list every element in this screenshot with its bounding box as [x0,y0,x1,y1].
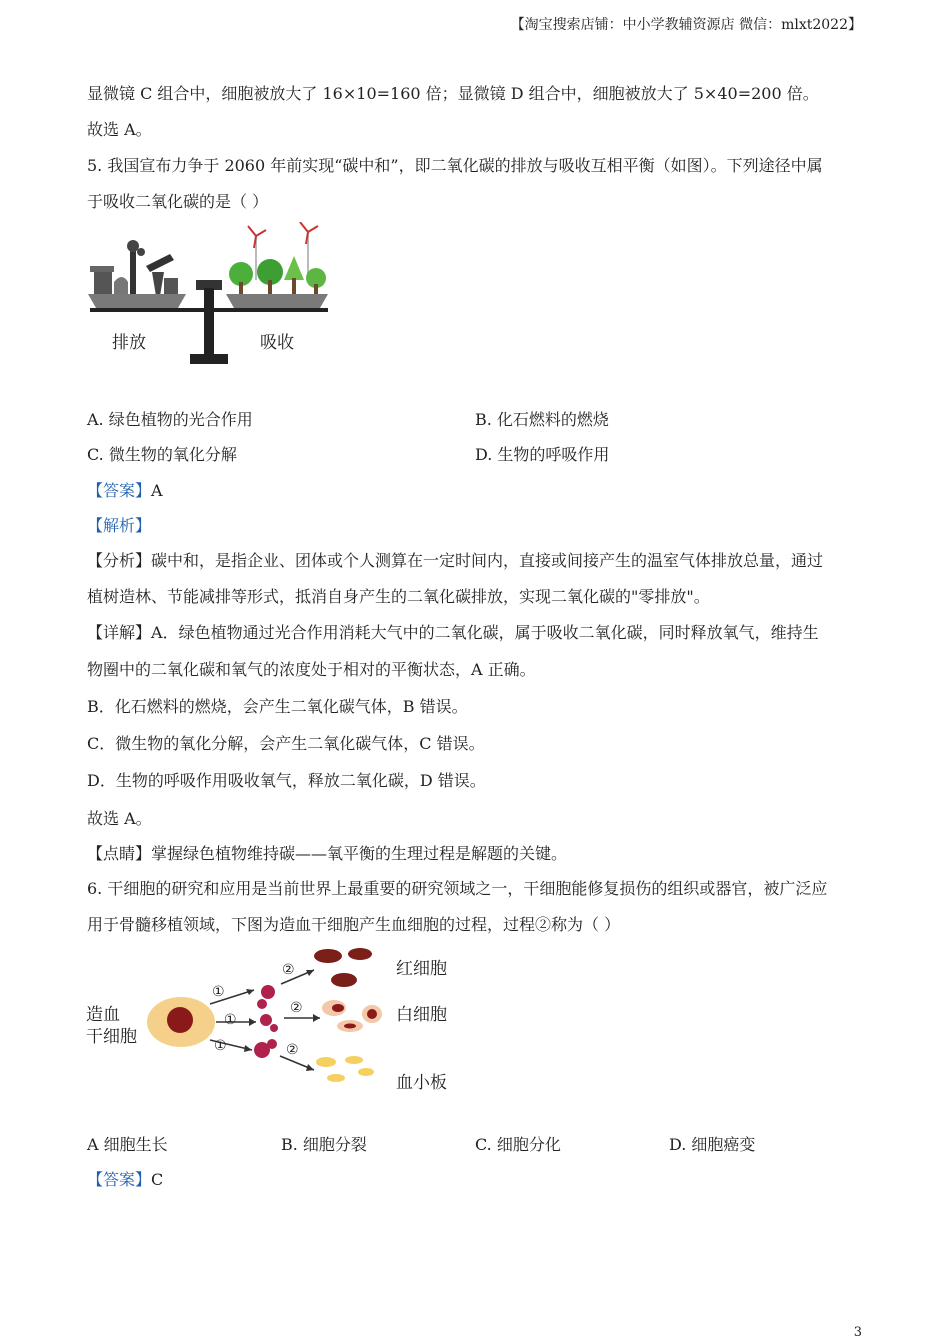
answer-tag: 【答案】 [87,481,152,500]
platelet-label: 血小板 [396,1073,447,1093]
stem-cell-label-2: 干细胞 [86,1027,137,1047]
q6-stem-line-2: 用于骨髓移植领域，下图为造血干细胞产生血细胞的过程，过程②称为（ ） [87,915,621,934]
step-2-label: ② [282,962,295,978]
page-header: 【淘宝搜索店铺：中小学教辅资源店 微信：mlxt2022】 [510,17,862,33]
q5-xiangjie-d: D．生物的呼吸作用吸收氧气，释放二氧化碳，D 错误。 [87,771,486,790]
step-1-label: ① [214,1038,227,1054]
answer-tag: 【答案】 [87,1170,152,1189]
q5-answer [87,478,163,501]
step-1-label: ① [224,1012,237,1028]
q5-option-b: B. 化石燃料的燃烧 [475,410,609,429]
xiangjie-tag: 【详解】 [87,623,152,642]
q5-xiangjie-c: C．微生物的氧化分解，会产生二氧化碳气体，C 错误。 [87,734,485,753]
step-2-label: ② [286,1042,299,1058]
q5-dianjing [87,841,567,864]
step-2-label: ② [290,1000,303,1016]
stem-cell-label-1: 造血 [86,1005,120,1025]
q6-option-a: A 细胞生长 [87,1135,168,1154]
q6-option-c: C. 细胞分化 [475,1135,561,1154]
q5-fenxi-line-1 [87,548,823,571]
dianjing-tag: 【点睛】 [87,844,152,863]
q6-answer [87,1167,163,1190]
fenxi-tag: 【分析】 [87,551,152,570]
q5-option-c: C. 微生物的氧化分解 [87,445,237,464]
q5-conclusion: 故选 A。 [87,809,152,828]
q5-stem-line-1: 5. 我国宣布力争于 2060 年前实现“碳中和”，即二氧化碳的排放与吸收互相平衡（如图）。下列途径中属 [87,156,823,175]
q5-fenxi-line-2: 植树造林、节能减排等形式，抵消自身产生的二氧化碳排放，实现二氧化碳的"零排放"。 [87,587,710,606]
answer-value: C [151,1170,164,1189]
q5-stem-line-2: 于吸收二氧化碳的是（ ） [87,192,269,211]
page-number: 3 [853,1325,862,1340]
text-line: 故选 A。 [87,120,152,139]
q5-option-d: D. 生物的呼吸作用 [475,445,610,464]
q5-analysis-tag: 【解析】 [87,516,152,535]
red-cell-label: 红细胞 [396,959,447,979]
q6-option-b: B. 细胞分裂 [281,1135,367,1154]
white-cell-label: 白细胞 [396,1005,447,1025]
red-cell-icon [314,949,342,963]
absorption-label: 吸收 [260,333,294,353]
xiangjie-text: A．绿色植物通过光合作用消耗大气中的二氧化碳，属于吸收二氧化碳，同时释放氧气，维持生 [151,623,819,642]
q6-stem-line-1: 6. 干细胞的研究和应用是当前世界上最重要的研究领域之一，干细胞能修复损伤的组织或器官，被广泛应 [87,879,828,898]
text-line: 显微镜 C 组合中，细胞被放大了 16×10=160 倍；显微镜 D 组合中，细胞被放大了 5×40=200 倍。 [87,84,819,103]
dianjing-text: 掌握绿色植物维持碳——氧平衡的生理过程是解题的关键。 [151,844,568,863]
answer-value: A [151,481,163,500]
fenxi-text: 碳中和，是指企业、团体或个人测算在一定时间内，直接或间接产生的温室气体排放总量，通过 [151,551,824,570]
q5-xiangjie-b: B．化石燃料的燃烧，会产生二氧化碳气体，B 错误。 [87,697,468,716]
step-1-label: ① [212,984,225,1000]
platelet-icon [316,1057,336,1067]
emission-label: 排放 [112,333,146,353]
blood-cell-figure [86,944,466,1094]
q5-option-a: A. 绿色植物的光合作用 [87,410,253,429]
q6-option-d: D. 细胞癌变 [669,1135,756,1154]
carbon-balance-figure [86,222,331,372]
q5-xiangjie-line-2: 物圈中的二氧化碳和氧气的浓度处于相对的平衡状态，A 正确。 [87,660,536,679]
q5-xiangjie-line-1 [87,620,819,643]
